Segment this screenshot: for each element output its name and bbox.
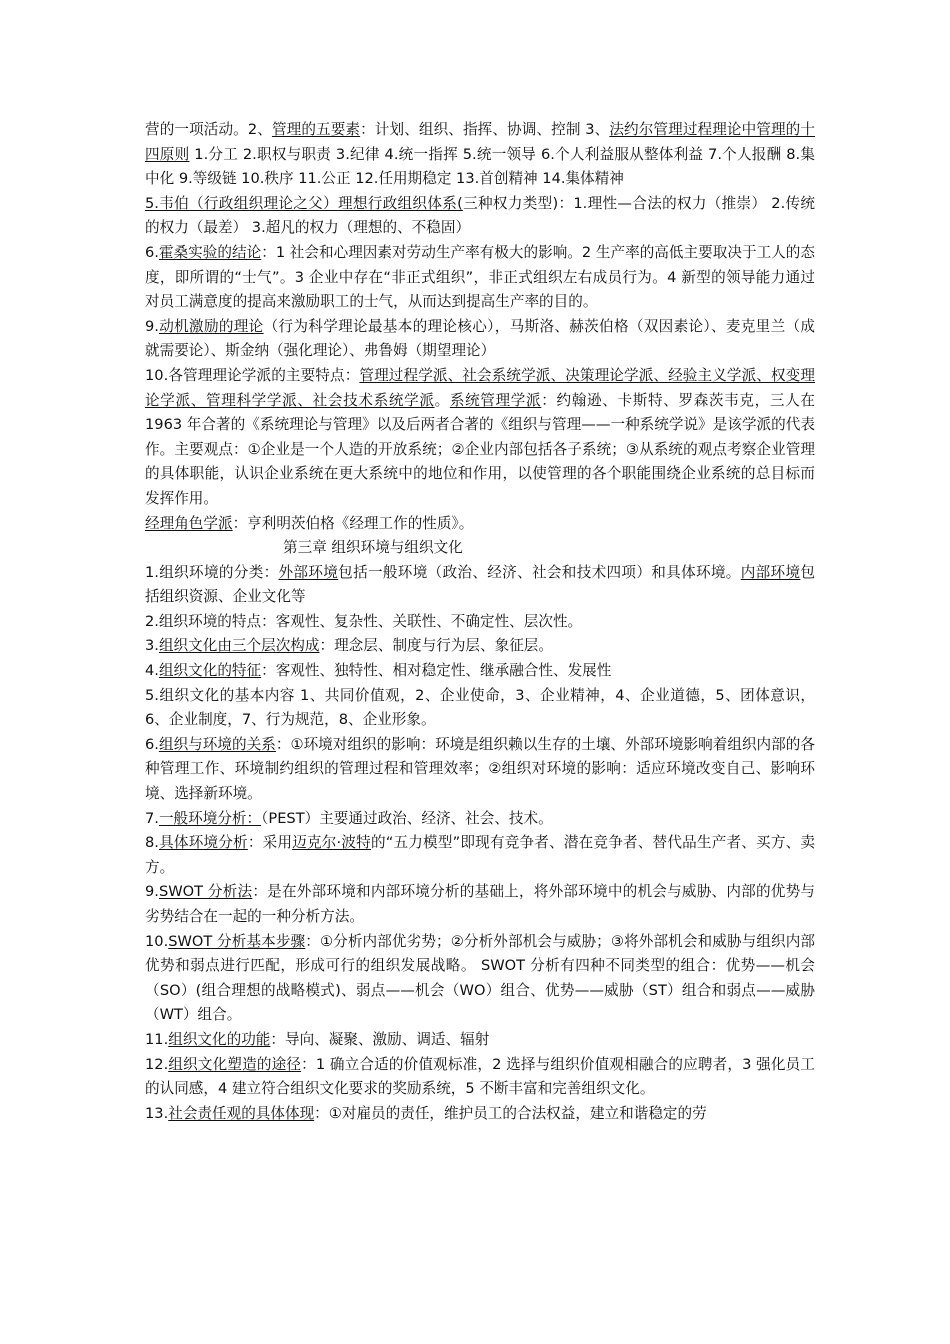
text-run: ：①环境对组织的影响：环境是组织赖以生存的土壤、外部环境影响着组织内部的各种管理工作、环境制约组织的管理过程和管理效率；②组织对环境的影响：适应环境改变自己、影响环境、选择新环境。 xyxy=(145,735,815,803)
text-run: ：理念层、制度与行为层、象征层。 xyxy=(319,637,553,655)
text-run: 12. xyxy=(145,1055,169,1073)
underlined-term: 经理角色学派 xyxy=(145,514,233,532)
text-run: ：采用 xyxy=(247,834,293,852)
underlined-term: 系统管理学派 xyxy=(449,391,542,409)
underlined-term: 组织文化由三个层次构成 xyxy=(158,637,320,655)
text-run: 6. xyxy=(145,243,159,261)
paragraph xyxy=(145,610,815,635)
text-run: 8. xyxy=(145,834,159,852)
underlined-term: 霍桑实验的结论 xyxy=(158,243,262,261)
text-run: 营的一项活动。2、 xyxy=(145,121,272,138)
text-run: 5.组织文化的基本内容 1、共同价值观，2、企业使命，3、企业精神，4、企业道德，5、团体意识，6、企业制度，7、行为规范，8、企业形象。 xyxy=(145,686,815,729)
underlined-term: 外部环境 xyxy=(278,563,339,581)
text-run: ：是在外部环境和内部环境分析的基础上，将外部环境中的机会与威胁、内部的优势与劣势结合在一起的一种分析方法。 xyxy=(145,883,815,925)
underlined-term: 组织文化塑造的途径 xyxy=(168,1055,302,1073)
text-run: 2.组织环境的特点：客观性、复杂性、关联性、不确定性、层次性。 xyxy=(145,612,583,630)
underlined-term: 社会责任观的具体体现 xyxy=(168,1104,315,1122)
text-run: ：①分析内部优劣势；②分析外部机会与威胁；③将外部机会和威胁与组织内部优势和弱点进行匹配，形成可行的组织发展战略。 SWOT 分析有四种不同类型的组合：优势——机会（SO）(组合理想的战略模式)、弱点——机会（WO）组合、优势——威胁（ST）组合和弱点——威胁（WT）组合。 xyxy=(145,932,816,1024)
text-run: 10. xyxy=(145,932,169,950)
underlined-term: 法约尔管理过程理论中管理的十四原则 xyxy=(145,121,815,163)
text-run: ：1 确立合适的价值观标准，2 选择与组织价值观相融合的应聘者，3 强化员工的认同感，4 建立符合组织文化要求的奖励系统，5 不断丰富和完善组织文化。 xyxy=(145,1055,815,1098)
underlined-term: 一般环境分析： xyxy=(158,809,262,827)
text-run: 11. xyxy=(145,1030,169,1048)
paragraph xyxy=(145,659,815,684)
text-run: 3. xyxy=(145,637,159,655)
text-run: ：1 社会和心理因素对劳动生产率有极大的影响。2 生产率的高低主要取决于工人的态度，即所谓的“士气”。3 企业中存在“非正式组织”，非正式组织左右成员行为。4 新型的领导能力通过对员工满意度的提高来激励职工的士气，从而达到提高生产率的目的。 xyxy=(145,243,815,311)
paragraph xyxy=(145,241,815,315)
underlined-term: 动机激励的理论 xyxy=(158,317,264,335)
text-run: 。 xyxy=(434,391,450,409)
paragraph xyxy=(145,684,815,733)
underlined-term: SWOT 分析基本步骤 xyxy=(168,932,306,950)
paragraph xyxy=(145,118,815,192)
text-run: 1.分工 2.职权与职责 3.纪律 4.统一指挥 5.统一领导 6.个人利益服从整体利益 7.个人报酬 8.集中化 9.等级链 10.秩序 11.公正 12.任用期稳定 13.首创精神 14.集体精神 xyxy=(145,145,815,188)
text-run: （PEST）主要通过政治、经济、社会、技术。 xyxy=(261,809,553,827)
underlined-term: 内部环境 xyxy=(740,563,801,581)
paragraph xyxy=(145,1053,815,1102)
paragraph xyxy=(145,930,815,1028)
text-run: ：客观性、独特性、相对稳定性、继承融合性、发展性 xyxy=(261,662,612,680)
text-run: 9. xyxy=(145,317,159,335)
paragraph xyxy=(145,192,815,241)
underlined-term: 组织文化的特征 xyxy=(158,662,262,680)
paragraph xyxy=(145,831,815,880)
underlined-term: 组织与环境的关系 xyxy=(158,735,276,753)
text-run: 三种权力类型)：1.理性—合法的权力（推崇） 2.传统的权力（最差） 3.超凡的权力（理想的、不稳固） xyxy=(145,194,816,237)
paragraph xyxy=(145,315,815,364)
underlined-term: 管理的五要素 xyxy=(271,121,361,138)
underlined-term: SWOT 分析法 xyxy=(158,883,253,901)
paragraph xyxy=(145,1102,815,1127)
paragraph xyxy=(145,634,815,659)
text-run: ：①对雇员的责任，维护员工的合法权益，建立和谐稳定的劳 xyxy=(314,1104,707,1122)
text-run: 1.组织环境的分类： xyxy=(145,563,279,581)
text-run: ：导向、凝聚、激励、调适、辐射 xyxy=(270,1030,490,1048)
chapter-heading: 第三章 组织环境与组织文化 xyxy=(283,539,463,557)
text-run: 13. xyxy=(145,1104,169,1122)
text-run: 的“五力模型”即现有竞争者、潜在竞争者、替代品生产者、买方、卖方。 xyxy=(145,834,815,876)
paragraph xyxy=(145,807,815,832)
underlined-term: 组织文化的功能 xyxy=(168,1030,271,1048)
paragraph xyxy=(145,512,815,537)
document-page xyxy=(145,118,815,1126)
text-run: 10.各管理理论学派的主要特点： xyxy=(145,366,360,384)
underlined-term: 5.韦伯（行政组织理论之父）理想行政组织体系( xyxy=(145,194,463,212)
paragraph xyxy=(145,733,815,807)
text-run: 9. xyxy=(145,883,159,901)
underlined-term: 迈克尔·波特 xyxy=(292,834,371,852)
text-run: 包括一般环境（政治、经济、社会和技术四项）和具体环境。 xyxy=(338,563,741,581)
underlined-term: 具体环境分析 xyxy=(158,834,248,852)
underlined-term: 管理过程学派、社会系统学派、决策理论学派、经验主义学派、权变理论学派、管理科学学派、社会技术系统学派 xyxy=(145,366,815,409)
text-run: ：计划、组织、指挥、协调、控制 3、 xyxy=(360,121,610,138)
text-run: 6. xyxy=(145,735,159,753)
text-run: ：亨利明茨伯格《经理工作的性质》。 xyxy=(232,514,474,532)
paragraph xyxy=(145,1028,815,1053)
paragraph xyxy=(145,364,815,512)
paragraph xyxy=(145,561,815,610)
paragraph xyxy=(145,880,815,929)
text-run: 7. xyxy=(145,809,159,827)
text-run: 4. xyxy=(145,662,159,680)
text-run: ：约翰逊、卡斯特、罗森茨韦克，三人在 1963 年合著的《系统理论与管理》以及后两者合著的《组织与管理——一种系统学说》是该学派的代表作。主要观点：①企业是一个人造的开放系统；②企业内部包括各子系统；③从系统的观点考察企业管理的具体职能，认识企业系统在更大系统中的地位和作用，以使管理的各个职能围绕企业系统的总目标而发挥作用。 xyxy=(145,391,815,507)
text-run: （行为科学理论最基本的理论核心），马斯洛、赫茨伯格（双因素论）、麦克里兰（成就需要论）、斯金纳（强化理论）、弗鲁姆（期望理论） xyxy=(145,317,815,360)
text-run: 包括组织资源、企业文化等 xyxy=(145,563,815,606)
